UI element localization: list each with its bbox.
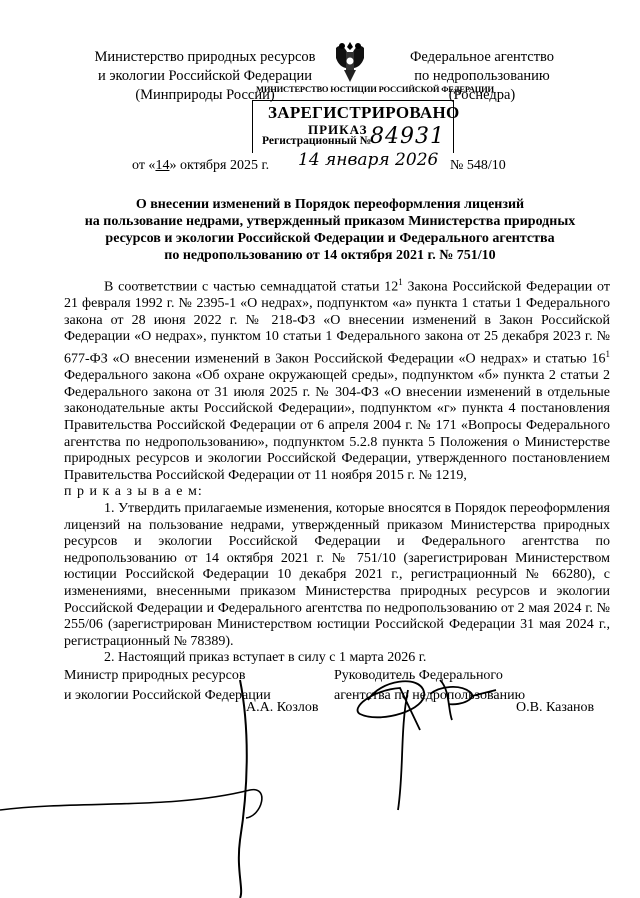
agency-head-name: О.В. Казанов bbox=[516, 700, 595, 715]
ministry-short-name: (Минприроды России) bbox=[135, 87, 275, 103]
stamp-reg-label: Регистрационный № bbox=[262, 135, 372, 147]
ministry-name-line-1: Министерство природных ресурсов bbox=[94, 49, 316, 65]
stamp-reg-date: 14 января 2026 bbox=[298, 150, 439, 170]
minister-signature-stroke bbox=[239, 680, 247, 898]
preamble-paragraph: В соответствии с частью семнадцатой статьи $12^1$ Закона Российской Федерации от 21 февраля 1992 г. № 2395-1 «О недрах», подпунктом «а» пункта 1 статьи 1 Федерального закона от 28 июня 2022 г. № 218-ФЗ «О внесении изменений в Закон Российской Федерации «О недрах», пунктом 10 статьи 1 Федерального закона от 25 декабря 2023 г. № 677-ФЗ «О внесении изменений в Закон Российской Федерации «О недрах» и статью $16^1$ Федерального закона «Об охране окружающей среды», подпунктом «б» пункта 2 статьи 2 Федерального закона от 31 июля 2025 г. № 304-ФЗ «О внесении изменений в отдельные законодательные акты Российской Федерации», подпунктом «г» пункта 4 постановления Правительства Российской Федерации от 6 апреля 2004 г. № 171 «Вопросы Федерального агентства по недропользованию», подпунктом 5.2.8 пункта 5 Положения о Министерстве природных ресурсов и экологии Российской Федерации, утвержденного постановлением Правительства Российской Федерации от 11 ноября 2015 г. № 1219, bbox=[64, 277, 610, 483]
signature-strokes bbox=[0, 640, 640, 898]
date-prefix: от « bbox=[132, 158, 156, 173]
title-line-2: на пользование недрами, утвержденный приказом Министерства природных bbox=[84, 214, 576, 229]
agency-name-line-2: по недропользованию bbox=[414, 68, 550, 84]
order-date bbox=[132, 158, 269, 174]
document-title bbox=[60, 196, 600, 264]
ministry-name-line-2: и экологии Российской Федерации bbox=[97, 68, 313, 84]
item-2: 2. Настоящий приказ вступает в силу с 1 марта 2026 г. bbox=[104, 650, 427, 666]
title-line-4: по недропользованию от 14 октября 2021 г. № 751/10 bbox=[164, 248, 496, 263]
order-type: ПРИКАЗ bbox=[308, 122, 368, 137]
document-body bbox=[64, 274, 610, 667]
date-month-year: » октября 2025 г. bbox=[169, 158, 270, 173]
minister-signature-loop bbox=[0, 790, 262, 818]
ministry-header bbox=[80, 48, 330, 105]
double-headed-eagle-emblem-icon bbox=[330, 38, 370, 84]
stamp-reg-number: 84931 bbox=[370, 124, 445, 149]
title-line-3: ресурсов и экологии Российской Федерации и Федерального агентства bbox=[105, 231, 555, 246]
agency-head-signature-stroke bbox=[358, 680, 496, 810]
title-line-1: О внесении изменений в Порядок переоформления лицензий bbox=[135, 197, 525, 212]
date-day: 14 bbox=[155, 158, 170, 173]
agency-head-title: Руководитель Федерального агентства по недропользованию bbox=[334, 668, 526, 703]
stamp-title: ЗАРЕГИСТРИРОВАНО bbox=[268, 103, 460, 122]
stamp-agency: МИНИСТЕРСТВО ЮСТИЦИИ РОССИЙСКОЙ ФЕДЕРАЦИИ bbox=[256, 84, 494, 94]
agency-short-name: (Роснедра) bbox=[448, 87, 516, 103]
order-number: № 548/10 bbox=[450, 158, 506, 173]
agency-name-line-1: Федеральное агентство bbox=[409, 49, 555, 65]
minister-name: А.А. Козлов bbox=[246, 700, 319, 715]
orders-word: п р и к а з ы в а е м: bbox=[64, 484, 203, 500]
minister-title: Министр природных ресурсов и экологии Российской Федерации bbox=[64, 668, 271, 703]
agency-header bbox=[392, 48, 572, 105]
item-1: 1. Утвердить прилагаемые изменения, которые вносятся в Порядок переоформления лицензий на пользование недрами, утвержденный приказом Министерства природных ресурсов и экологии Российской Федерации и Федерального агентства по недропользованию от 14 октября 2021 г. № 751/10 (зарегистрирован Министерством юстиции Российской Федерации 10 декабря 2021 г., регистрационный № 66280), с изменениями, внесенными приказом Министерства природных ресурсов и экологии Российской Федерации и Федерального агентства по недропользованию от 2 мая 2024 г. № 255/06 (зарегистрирован Министерством юстиции Российской Федерации 31 мая 2024 г., регистрационный № 78389). bbox=[64, 501, 610, 649]
